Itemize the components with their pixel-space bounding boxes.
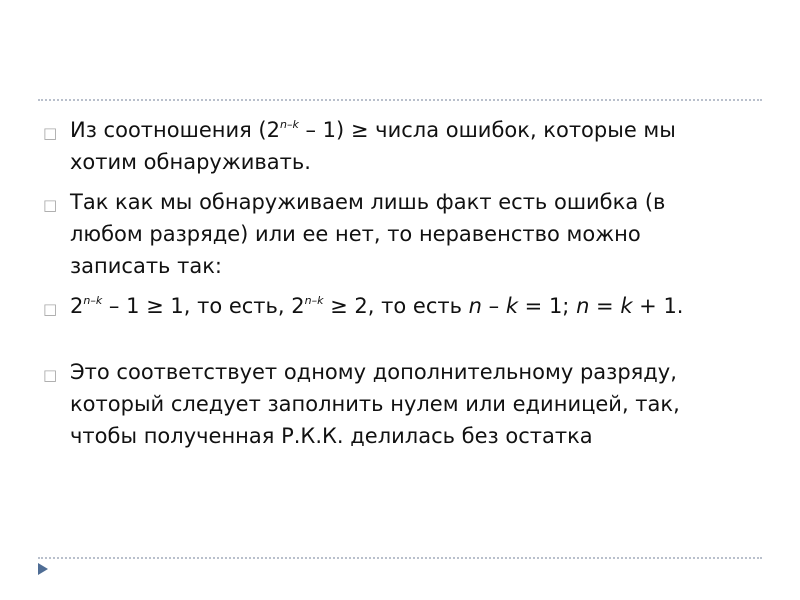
p3-part-a: 2 bbox=[70, 294, 84, 318]
p3-part-c: ≥ 2, то есть bbox=[323, 294, 469, 318]
p2-text: Так как мы обнаруживаем лишь факт есть ошибка (в любом разряде) или ее нет, то неравенство можно записать так: bbox=[70, 190, 666, 278]
paragraph-error-relation bbox=[40, 114, 730, 178]
square-outline-bullet-icon: □ bbox=[43, 300, 58, 318]
p3-var-k-1: k bbox=[505, 294, 518, 318]
p3-part-b: – 1 ≥ 1, то есть, 2 bbox=[102, 294, 305, 318]
p3-exponent-2: n–k bbox=[304, 294, 324, 307]
p3-exponent-1: n–k bbox=[83, 294, 103, 307]
p1-text-end: – 1) ≥ числа ошибок, которые мы хотим обнаруживать. bbox=[70, 118, 676, 174]
p3-var-n-1: n bbox=[468, 294, 482, 318]
top-divider bbox=[38, 99, 762, 101]
triangle-right-icon[interactable] bbox=[38, 563, 48, 575]
p3-part-g: + 1. bbox=[632, 294, 684, 318]
p3-var-k-2: k bbox=[620, 294, 633, 318]
slide-content bbox=[40, 114, 730, 460]
paragraph-conclusion bbox=[40, 356, 730, 452]
p3-part-d: – bbox=[481, 294, 506, 318]
square-outline-bullet-icon: □ bbox=[43, 366, 58, 384]
p4-text: Это соответствует одному дополнительному разряду, который следует заполнить нулем или единицей, так, чтобы полученная Р.К.К. делилась без остатка bbox=[70, 360, 680, 448]
p1-exponent: n–k bbox=[279, 118, 299, 131]
paragraph-detection bbox=[40, 186, 730, 282]
square-outline-bullet-icon: □ bbox=[43, 124, 58, 142]
p3-part-f: = bbox=[589, 294, 621, 318]
p3-var-n-2: n bbox=[576, 294, 590, 318]
p3-part-e: = 1; bbox=[518, 294, 577, 318]
paragraph-formula bbox=[40, 290, 730, 322]
square-outline-bullet-icon: □ bbox=[43, 196, 58, 214]
bottom-divider bbox=[38, 557, 762, 559]
p1-text-start: Из соотношения (2 bbox=[70, 118, 280, 142]
